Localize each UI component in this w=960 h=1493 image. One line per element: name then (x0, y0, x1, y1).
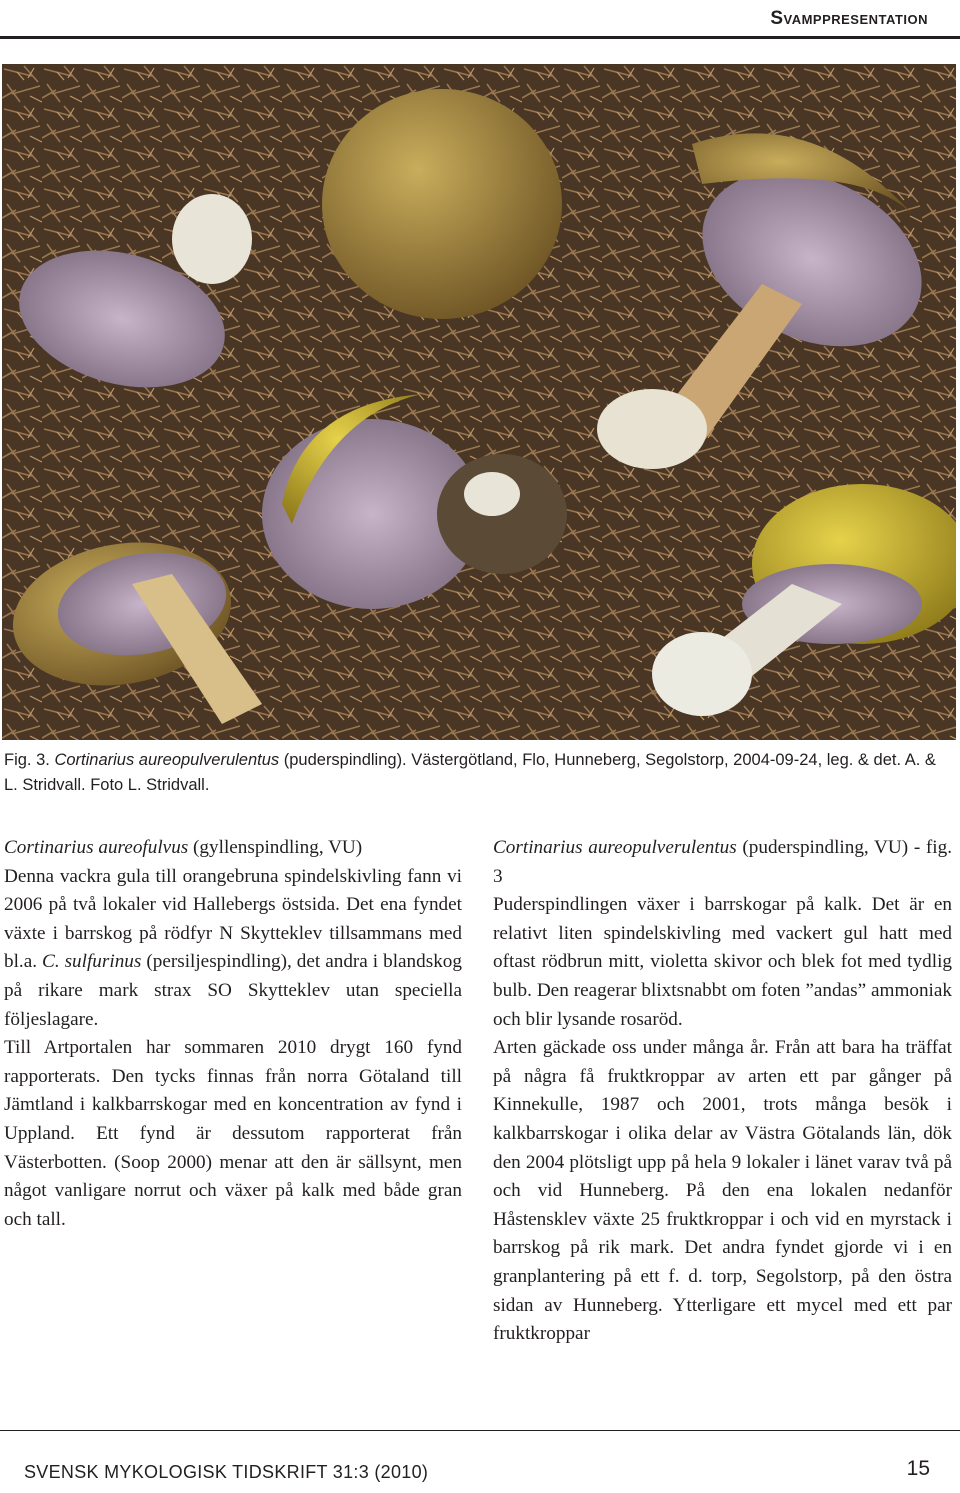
right-heading-species: Cortinarius aureopulverulentus (493, 837, 737, 858)
left-column (4, 834, 462, 1234)
footer-rule (0, 1430, 960, 1431)
caption-rest: (puderspindling). Västergötland, Flo, Hunneberg, Segolstorp, 2004-09-24, leg. & det. A. & L. Stridvall. Foto L. Stridvall. (4, 751, 936, 794)
caption-species: Cortinarius aureopulverulentus (54, 751, 280, 769)
left-heading-rest: (gyllenspindling, VU) (188, 837, 363, 858)
left-heading (4, 834, 462, 863)
left-paragraph-2: Till Artportalen har sommaren 2010 drygt 160 fynd rapporterats. Den tycks finnas från norra Götaland till Jämtland i kalkbarrskogar med en koncentration av fynd i Uppland. Ett fynd är dessutom rapporterat från Västerbotten. (Soop 2000) menar att den är sällsynt, men något vanligare norrut och växer på kalk med både gran och tall. (4, 1037, 462, 1230)
mushroom-illustration (2, 64, 956, 740)
left-p1-text-a: Denna vackra gula till orangebruna spindelskivling fann vi 2006 på två lokaler vid Hallebergs östsida. Det ena fyndet växte i barrskog på rödfyr N Skytteklev tillsammans med bl.a. (4, 865, 462, 973)
left-paragraph-1 (4, 863, 462, 1035)
caption-prefix: Fig. 3. (4, 751, 55, 769)
figure-caption (4, 748, 954, 798)
left-p1-species: C. sulfurinus (42, 951, 142, 973)
header-rule (0, 36, 960, 39)
journal-title: SVENSK MYKOLOGISK TIDSKRIFT 31:3 (2010) (24, 1462, 429, 1482)
right-paragraph-1: Puderspindlingen växer i barrskogar på kalk. Det är en relativt liten spindelskivling med vackert gul hatt med oftast rödbrun mitt, violetta skivor och blek fot med tydlig bulb. Den reagerar blixtsnabbt om foten ”andas” ammoniak och blir lysande rosaröd. (493, 894, 952, 1030)
mushroom-photo (2, 64, 956, 740)
page-number: 15 (906, 1457, 930, 1480)
right-heading (493, 834, 952, 891)
left-heading-species: Cortinarius aureofulvus (4, 837, 189, 858)
right-heading-rest: (puderspindling, VU) - fig. 3 (493, 837, 952, 887)
right-paragraph-2: Arten gäckade oss under många år. Från att bara ha träffat på några få fruktkroppar av arten ett par gånger på Kinnekulle, 1987 och 2001, trots många besök i kalkbarrskogar i olika delar av Västra Götalands län, dök den 2004 plötsligt upp på hela 9 lokaler i länet varav två på och vid Hunneberg. På den ena lokalen nedanför Håstensklev växte 25 fruktkroppar i och vid en myrstack i barrskog på rik mark. Det andra fyndet gjorde vi i en granplantering på ett f. d. torp, Segolstorp, på den östra sidan av Hunneberg. Ytterligare ett mycel med ett par fruktkroppar (493, 1037, 952, 1345)
section-header: Svamppresentation (770, 8, 928, 29)
right-column (493, 834, 952, 1349)
left-p1-text-b: (persiljespindling), det andra i blandskog på rikare mark strax SO Skytteklev utan speciella följeslagare. (4, 951, 462, 1030)
